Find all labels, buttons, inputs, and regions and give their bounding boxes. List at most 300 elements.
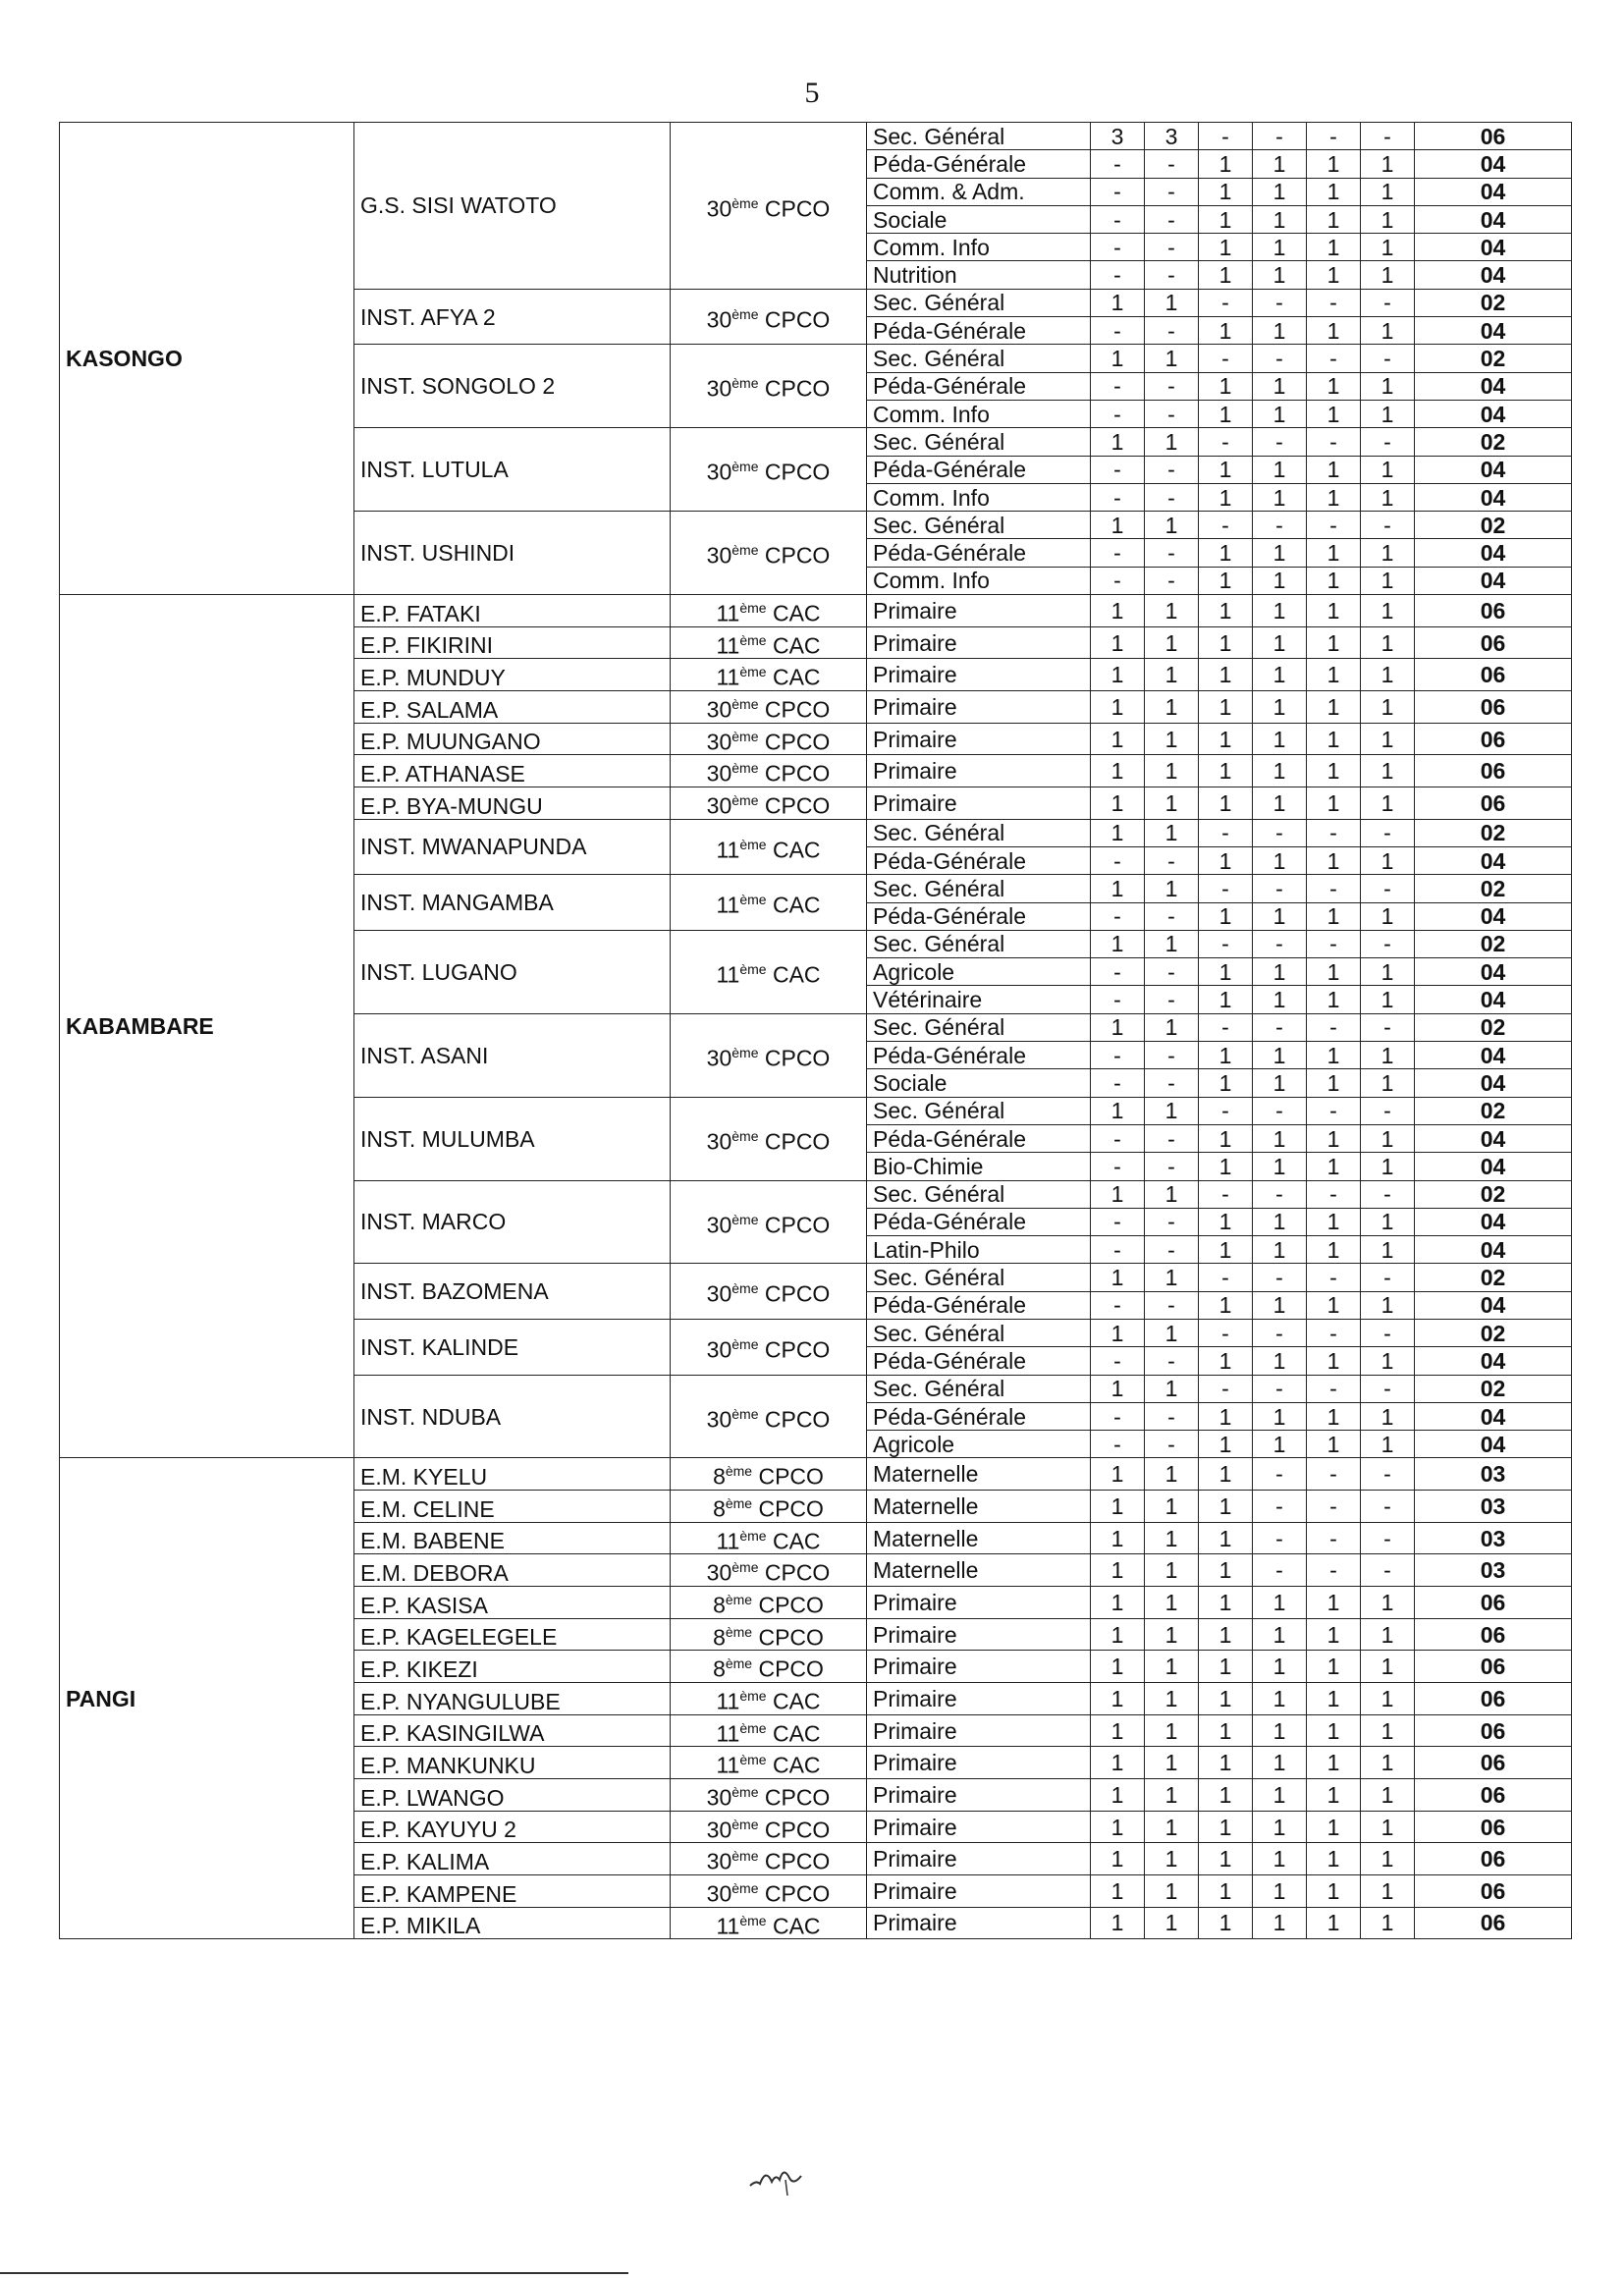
class-count-cell: 1	[1145, 1458, 1199, 1491]
class-cell	[671, 1779, 867, 1812]
class-suffix: ème	[731, 728, 759, 744]
section-cell: Primaire	[867, 1747, 1091, 1779]
class-cell	[671, 1554, 867, 1587]
total-cell: 04	[1415, 372, 1572, 400]
class-count-cell: -	[1145, 1208, 1199, 1235]
school-name-cell: E.P. MUNDUY	[354, 659, 671, 691]
class-type: CPCO	[764, 306, 831, 333]
class-count-cell: -	[1253, 1491, 1307, 1523]
total-cell: 06	[1415, 1843, 1572, 1875]
class-count-cell: -	[1199, 1319, 1253, 1346]
class-number: 30	[706, 376, 732, 403]
class-count-cell: 1	[1307, 178, 1361, 205]
class-number: 30	[706, 696, 732, 723]
class-count-cell: 3	[1091, 123, 1145, 150]
class-count-cell: 1	[1307, 1153, 1361, 1180]
class-cell	[671, 428, 867, 512]
class-count-cell: 1	[1091, 691, 1145, 724]
class-count-cell: 1	[1307, 659, 1361, 691]
class-count-cell: -	[1307, 1264, 1361, 1291]
class-count-cell: 1	[1199, 261, 1253, 289]
school-name-cell: E.M. KYELU	[354, 1458, 671, 1491]
class-count-cell: -	[1361, 1180, 1415, 1208]
total-cell: 06	[1415, 1618, 1572, 1651]
class-count-cell: 1	[1145, 1491, 1199, 1523]
class-type: CPCO	[764, 542, 831, 569]
total-cell: 04	[1415, 1291, 1572, 1319]
total-cell: 06	[1415, 1875, 1572, 1908]
class-cell	[671, 1618, 867, 1651]
class-count-cell: 1	[1199, 1208, 1253, 1235]
class-count-cell: 1	[1199, 1431, 1253, 1458]
class-count-cell: 1	[1361, 150, 1415, 178]
class-count-cell: 1	[1361, 755, 1415, 787]
class-count-cell: -	[1145, 483, 1199, 511]
school-name-cell: INST. SONGOLO 2	[354, 345, 671, 428]
class-number: 30	[706, 195, 732, 222]
class-cell	[671, 930, 867, 1013]
class-cell	[671, 659, 867, 691]
class-count-cell: 1	[1145, 289, 1199, 316]
class-count-cell: -	[1307, 1097, 1361, 1124]
signature-mark	[746, 2156, 805, 2196]
total-cell: 04	[1415, 567, 1572, 594]
class-count-cell: -	[1091, 958, 1145, 986]
class-count-cell: 1	[1145, 1714, 1199, 1747]
class-type: CPCO	[764, 460, 831, 486]
class-count-cell: -	[1091, 1402, 1145, 1430]
section-cell: Péda-Générale	[867, 1042, 1091, 1069]
class-count-cell: 1	[1091, 1875, 1145, 1908]
class-count-cell: -	[1253, 1375, 1307, 1402]
class-count-cell: 1	[1253, 178, 1307, 205]
class-count-cell: -	[1199, 819, 1253, 846]
class-cell	[671, 875, 867, 931]
section-cell: Bio-Chimie	[867, 1153, 1091, 1180]
section-cell: Agricole	[867, 958, 1091, 986]
class-count-cell: 1	[1199, 317, 1253, 345]
section-cell: Péda-Générale	[867, 372, 1091, 400]
class-count-cell: 1	[1361, 483, 1415, 511]
class-count-cell: -	[1145, 1124, 1199, 1152]
class-count-cell: 1	[1091, 345, 1145, 372]
class-count-cell: 1	[1145, 1319, 1199, 1346]
class-cell	[671, 819, 867, 875]
class-count-cell: 1	[1361, 1291, 1415, 1319]
class-count-cell: 1	[1253, 902, 1307, 930]
class-count-cell: -	[1145, 261, 1199, 289]
class-count-cell: 1	[1361, 1811, 1415, 1843]
section-cell: Péda-Générale	[867, 1291, 1091, 1319]
page-number: 5	[804, 77, 820, 109]
class-count-cell: -	[1091, 1069, 1145, 1097]
class-count-cell: -	[1199, 512, 1253, 539]
class-count-cell: -	[1091, 1124, 1145, 1152]
class-number: 11	[716, 1753, 740, 1779]
class-type: CPCO	[764, 1784, 831, 1811]
class-type: CPCO	[764, 1336, 831, 1363]
class-count-cell: 1	[1307, 691, 1361, 724]
class-count-cell: 1	[1199, 1491, 1253, 1523]
class-count-cell: 1	[1361, 1714, 1415, 1747]
class-count-cell: 1	[1253, 1651, 1307, 1683]
class-count-cell: 1	[1091, 289, 1145, 316]
class-count-cell: 1	[1307, 1651, 1361, 1683]
class-count-cell: 1	[1145, 1747, 1199, 1779]
total-cell: 04	[1415, 1069, 1572, 1097]
class-count-cell: 1	[1091, 1554, 1145, 1587]
section-cell: Comm. Info	[867, 567, 1091, 594]
class-number: 30	[706, 1560, 732, 1587]
class-count-cell: -	[1199, 1013, 1253, 1041]
class-count-cell: 1	[1253, 1069, 1307, 1097]
total-cell: 03	[1415, 1458, 1572, 1491]
class-count-cell: -	[1091, 456, 1145, 483]
class-count-cell: -	[1361, 819, 1415, 846]
section-cell: Primaire	[867, 1779, 1091, 1812]
class-count-cell: 1	[1307, 626, 1361, 659]
class-cell	[671, 1491, 867, 1523]
class-count-cell: 1	[1307, 456, 1361, 483]
section-cell: Primaire	[867, 755, 1091, 787]
class-count-cell: 1	[1253, 483, 1307, 511]
class-count-cell: 1	[1145, 1013, 1199, 1041]
section-cell: Primaire	[867, 1714, 1091, 1747]
class-suffix: ème	[725, 1463, 753, 1480]
class-count-cell: 1	[1091, 1811, 1145, 1843]
class-type: CPCO	[758, 1624, 824, 1651]
class-count-cell: -	[1145, 1153, 1199, 1180]
class-count-cell: -	[1199, 930, 1253, 957]
class-suffix: ème	[731, 696, 759, 713]
class-count-cell: 1	[1307, 958, 1361, 986]
class-type: CAC	[772, 665, 821, 691]
class-count-cell: 1	[1307, 1875, 1361, 1908]
class-number: 30	[706, 1045, 732, 1071]
school-name-cell: E.P. FATAKI	[354, 595, 671, 627]
territory-cell: KABAMBARE	[60, 595, 354, 1458]
class-number: 30	[706, 1212, 732, 1238]
class-count-cell: 1	[1091, 1683, 1145, 1715]
class-count-cell: -	[1253, 1458, 1307, 1491]
school-name-cell: INST. NDUBA	[354, 1375, 671, 1458]
class-cell	[671, 289, 867, 345]
section-cell: Maternelle	[867, 1554, 1091, 1587]
total-cell: 04	[1415, 539, 1572, 567]
class-suffix: ème	[725, 1495, 753, 1512]
total-cell: 06	[1415, 787, 1572, 819]
class-count-cell: -	[1091, 261, 1145, 289]
class-type: CPCO	[764, 696, 831, 723]
class-number: 11	[716, 600, 740, 626]
class-count-cell: 1	[1253, 205, 1307, 233]
total-cell: 04	[1415, 261, 1572, 289]
class-count-cell: -	[1361, 1491, 1415, 1523]
total-cell: 04	[1415, 456, 1572, 483]
class-count-cell: 1	[1253, 372, 1307, 400]
class-count-cell: 1	[1253, 567, 1307, 594]
class-count-cell: -	[1091, 483, 1145, 511]
class-type: CAC	[772, 1913, 821, 1939]
total-cell: 04	[1415, 234, 1572, 261]
section-cell: Sociale	[867, 205, 1091, 233]
class-count-cell: 1	[1145, 1875, 1199, 1908]
class-type: CPCO	[764, 195, 831, 222]
class-count-cell: -	[1145, 1042, 1199, 1069]
class-count-cell: 1	[1253, 1811, 1307, 1843]
class-count-cell: 1	[1145, 1779, 1199, 1812]
class-count-cell: -	[1253, 289, 1307, 316]
class-count-cell: 1	[1091, 595, 1145, 627]
class-count-cell: 1	[1307, 317, 1361, 345]
class-count-cell: 1	[1361, 1402, 1415, 1430]
section-cell: Sec. Général	[867, 1013, 1091, 1041]
class-count-cell: 1	[1253, 1843, 1307, 1875]
school-name-cell: E.M. DEBORA	[354, 1554, 671, 1587]
class-cell	[671, 787, 867, 819]
class-count-cell: 1	[1091, 512, 1145, 539]
table-row	[60, 595, 1572, 627]
class-suffix: ème	[725, 1655, 753, 1672]
class-count-cell: 1	[1145, 1587, 1199, 1619]
class-count-cell: 1	[1307, 1069, 1361, 1097]
section-cell: Primaire	[867, 723, 1091, 755]
class-type: CPCO	[764, 1406, 831, 1433]
class-count-cell: -	[1307, 1375, 1361, 1402]
class-count-cell: 1	[1307, 595, 1361, 627]
class-count-cell: 1	[1307, 1907, 1361, 1939]
class-count-cell: 1	[1361, 317, 1415, 345]
class-count-cell: 1	[1199, 787, 1253, 819]
class-suffix: ème	[739, 600, 767, 617]
class-count-cell: 1	[1199, 1236, 1253, 1264]
class-count-cell: -	[1199, 428, 1253, 456]
section-cell: Péda-Générale	[867, 539, 1091, 567]
class-count-cell: -	[1145, 986, 1199, 1013]
class-cell	[671, 1180, 867, 1264]
class-count-cell: -	[1253, 1013, 1307, 1041]
school-name-cell: G.S. SISI WATOTO	[354, 123, 671, 290]
class-suffix: ème	[739, 892, 767, 908]
section-cell: Latin-Philo	[867, 1236, 1091, 1264]
class-count-cell: 1	[1145, 1843, 1199, 1875]
class-count-cell: 1	[1307, 1347, 1361, 1375]
class-count-cell: -	[1307, 875, 1361, 902]
class-type: CPCO	[764, 792, 831, 819]
school-name-cell: INST. MANGAMBA	[354, 875, 671, 931]
class-count-cell: -	[1361, 1097, 1415, 1124]
class-count-cell: 1	[1091, 1375, 1145, 1402]
class-count-cell: -	[1307, 819, 1361, 846]
class-cell	[671, 1907, 867, 1939]
class-count-cell: 1	[1199, 659, 1253, 691]
school-name-cell: E.M. BABENE	[354, 1522, 671, 1554]
class-type: CAC	[772, 1720, 821, 1747]
total-cell: 04	[1415, 1124, 1572, 1152]
class-cell	[671, 723, 867, 755]
total-cell: 04	[1415, 1347, 1572, 1375]
class-suffix: ème	[731, 375, 759, 392]
total-cell: 06	[1415, 1907, 1572, 1939]
section-cell: Sec. Général	[867, 1180, 1091, 1208]
class-type: CPCO	[764, 1817, 831, 1843]
class-number: 11	[716, 632, 740, 659]
class-cell	[671, 1747, 867, 1779]
class-count-cell: -	[1253, 123, 1307, 150]
class-suffix: ème	[731, 459, 759, 475]
class-count-cell: -	[1091, 1347, 1145, 1375]
class-count-cell: -	[1253, 428, 1307, 456]
class-count-cell: -	[1253, 1097, 1307, 1124]
class-count-cell: 1	[1307, 787, 1361, 819]
class-count-cell: 1	[1361, 261, 1415, 289]
class-count-cell: 1	[1145, 1618, 1199, 1651]
school-name-cell: E.P. KAYUYU 2	[354, 1811, 671, 1843]
school-name-cell: E.P. BYA-MUNGU	[354, 787, 671, 819]
class-number: 30	[706, 1406, 732, 1433]
class-count-cell: -	[1091, 1431, 1145, 1458]
class-number: 8	[713, 1656, 726, 1683]
class-count-cell: -	[1145, 958, 1199, 986]
class-cell	[671, 345, 867, 428]
class-count-cell: 1	[1307, 1618, 1361, 1651]
class-count-cell: -	[1145, 372, 1199, 400]
table-row	[60, 123, 1572, 150]
class-count-cell: 1	[1253, 1714, 1307, 1747]
class-count-cell: -	[1307, 289, 1361, 316]
class-count-cell: 1	[1145, 345, 1199, 372]
class-count-cell: -	[1253, 512, 1307, 539]
class-type: CAC	[772, 892, 821, 918]
class-suffix: ème	[739, 1752, 767, 1768]
class-count-cell: 1	[1145, 1375, 1199, 1402]
class-suffix: ème	[739, 1912, 767, 1928]
class-count-cell: 1	[1307, 1208, 1361, 1235]
class-number: 30	[706, 1336, 732, 1363]
total-cell: 06	[1415, 1651, 1572, 1683]
class-count-cell: -	[1199, 123, 1253, 150]
class-count-cell: 1	[1145, 626, 1199, 659]
school-name-cell: E.P. KASINGILWA	[354, 1714, 671, 1747]
school-name-cell: INST. LUTULA	[354, 428, 671, 512]
class-count-cell: 1	[1253, 1907, 1307, 1939]
class-count-cell: 1	[1145, 1522, 1199, 1554]
class-number: 8	[713, 1464, 726, 1491]
class-count-cell: 1	[1361, 1042, 1415, 1069]
class-count-cell: -	[1361, 512, 1415, 539]
class-count-cell: -	[1091, 234, 1145, 261]
class-count-cell: 1	[1199, 958, 1253, 986]
class-count-cell: 1	[1145, 1811, 1199, 1843]
class-cell	[671, 1875, 867, 1908]
class-count-cell: 1	[1361, 400, 1415, 427]
class-count-cell: 1	[1307, 1236, 1361, 1264]
class-type: CPCO	[764, 760, 831, 787]
class-count-cell: 1	[1199, 1347, 1253, 1375]
class-count-cell: 1	[1253, 1683, 1307, 1715]
class-number: 8	[713, 1592, 726, 1618]
section-cell: Primaire	[867, 626, 1091, 659]
total-cell: 02	[1415, 930, 1572, 957]
section-cell: Maternelle	[867, 1491, 1091, 1523]
class-count-cell: 1	[1199, 178, 1253, 205]
class-count-cell: 1	[1253, 1875, 1307, 1908]
class-cell	[671, 1651, 867, 1683]
class-count-cell: 1	[1199, 1587, 1253, 1619]
class-count-cell: -	[1145, 1291, 1199, 1319]
class-count-cell: -	[1145, 902, 1199, 930]
class-type: CAC	[772, 632, 821, 659]
class-count-cell: -	[1145, 846, 1199, 874]
class-type: CPCO	[764, 1045, 831, 1071]
section-cell: Péda-Générale	[867, 150, 1091, 178]
section-cell: Primaire	[867, 595, 1091, 627]
class-count-cell: 1	[1253, 1042, 1307, 1069]
class-count-cell: 1	[1253, 787, 1307, 819]
class-count-cell: 1	[1361, 567, 1415, 594]
section-cell: Maternelle	[867, 1458, 1091, 1491]
class-count-cell: -	[1307, 345, 1361, 372]
section-cell: Primaire	[867, 1651, 1091, 1683]
class-number: 30	[706, 1849, 732, 1874]
class-count-cell: 1	[1199, 723, 1253, 755]
class-count-cell: 1	[1199, 1458, 1253, 1491]
class-cell	[671, 1587, 867, 1619]
class-count-cell: -	[1361, 345, 1415, 372]
class-count-cell: 1	[1199, 1811, 1253, 1843]
class-count-cell: 1	[1199, 902, 1253, 930]
school-name-cell: E.P. MANKUNKU	[354, 1747, 671, 1779]
class-type: CPCO	[764, 1128, 831, 1155]
section-cell: Comm. Info	[867, 483, 1091, 511]
class-count-cell: 1	[1145, 691, 1199, 724]
class-count-cell: -	[1253, 875, 1307, 902]
class-count-cell: 1	[1091, 1747, 1145, 1779]
class-number: 11	[716, 892, 740, 918]
class-suffix: ème	[731, 1405, 759, 1422]
class-count-cell: -	[1091, 567, 1145, 594]
class-type: CPCO	[764, 1212, 831, 1238]
section-cell: Péda-Générale	[867, 1347, 1091, 1375]
section-cell: Primaire	[867, 1907, 1091, 1939]
section-cell: Primaire	[867, 1683, 1091, 1715]
class-suffix: ème	[739, 1527, 767, 1544]
class-number: 30	[706, 1128, 732, 1155]
total-cell: 06	[1415, 1714, 1572, 1747]
class-count-cell: 1	[1307, 1124, 1361, 1152]
class-count-cell: 1	[1253, 150, 1307, 178]
class-count-cell: 1	[1199, 234, 1253, 261]
class-count-cell: 1	[1361, 1124, 1415, 1152]
class-count-cell: 1	[1253, 659, 1307, 691]
class-suffix: ème	[731, 1816, 759, 1832]
section-cell: Primaire	[867, 787, 1091, 819]
school-name-cell: E.P. KASISA	[354, 1587, 671, 1619]
total-cell: 04	[1415, 205, 1572, 233]
class-cell	[671, 691, 867, 724]
class-count-cell: 1	[1091, 1587, 1145, 1619]
class-type: CPCO	[764, 1560, 831, 1587]
class-count-cell: -	[1091, 1153, 1145, 1180]
school-name-cell: E.P. KAGELEGELE	[354, 1618, 671, 1651]
class-count-cell: 1	[1145, 1097, 1199, 1124]
class-count-cell: -	[1307, 1319, 1361, 1346]
total-cell: 06	[1415, 1587, 1572, 1619]
class-suffix: ème	[731, 1880, 759, 1896]
class-type: CPCO	[758, 1464, 824, 1491]
class-type: CAC	[772, 837, 821, 863]
class-number: 11	[716, 837, 740, 863]
